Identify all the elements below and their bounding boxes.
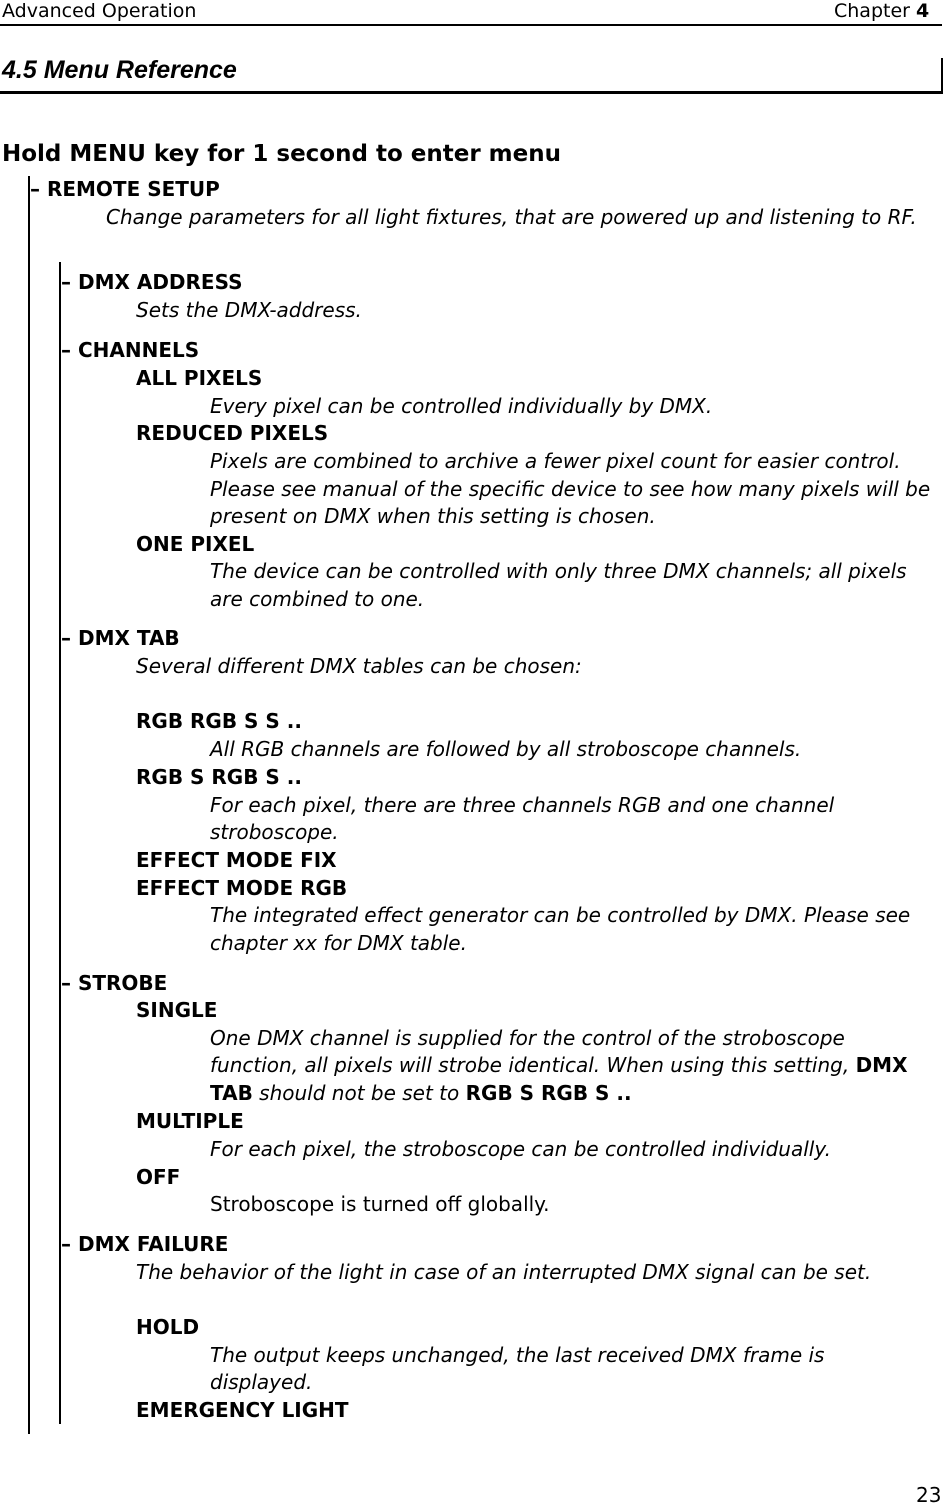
single-desc-line2-text: function, all pixels will strobe identical. When using this setting,: [210, 1053, 850, 1077]
running-header-chapter: [834, 0, 929, 22]
option-rgb-rgb-s-s: RGB RGB S S ..: [136, 709, 302, 733]
option-one-pixel: ONE PIXEL: [136, 532, 255, 556]
rgb-rgb-s-s-desc: All RGB channels are followed by all stroboscope channels.: [210, 737, 802, 761]
single-desc-line2: [210, 1053, 908, 1077]
header-rule: [0, 24, 942, 26]
single-desc-rgbs-bold: RGB S RGB S ..: [465, 1081, 632, 1105]
hold-desc-line1: The output keeps unchanged, the last received DMX frame is: [210, 1343, 825, 1367]
menu-item-channels: – CHANNELS: [61, 338, 200, 362]
single-desc-line3-text: should not be set to: [259, 1081, 460, 1105]
option-multiple: MULTIPLE: [136, 1109, 244, 1133]
option-rgb-s-rgb-s: RGB S RGB S ..: [136, 765, 302, 789]
menu-intro: Hold MENU key for 1 second to enter menu: [2, 141, 561, 167]
menu-item-dmx-failure: – DMX FAILURE: [61, 1232, 229, 1256]
chapter-label: Chapter: [834, 0, 910, 22]
menu-item-strobe: – STROBE: [61, 971, 168, 995]
chapter-number: 4: [916, 0, 930, 22]
rgb-s-rgb-s-desc-line2: stroboscope.: [210, 820, 339, 844]
reduced-pixels-desc-line1: Pixels are combined to archive a fewer pixel count for easier control.: [210, 449, 901, 473]
section-title-underline: [0, 91, 943, 94]
option-single: SINGLE: [136, 998, 218, 1022]
hold-desc-line2: displayed.: [210, 1370, 313, 1394]
option-effect-mode-rgb: EFFECT MODE RGB: [136, 876, 348, 900]
single-desc-tab-bold: TAB: [210, 1081, 253, 1105]
option-hold: HOLD: [136, 1315, 200, 1339]
option-off: OFF: [136, 1165, 181, 1189]
dmx-failure-desc: The behavior of the light in case of an interrupted DMX signal can be set.: [136, 1260, 872, 1284]
effect-mode-rgb-desc-line2: chapter xx for DMX table.: [210, 931, 467, 955]
tree-line-root: [28, 176, 30, 1434]
menu-item-dmx-tab: – DMX TAB: [61, 626, 180, 650]
single-desc-line3: [210, 1081, 632, 1105]
effect-mode-rgb-desc-line1: The integrated effect generator can be controlled by DMX. Please see: [210, 903, 911, 927]
option-all-pixels: ALL PIXELS: [136, 366, 263, 390]
multiple-desc: For each pixel, the stroboscope can be controlled individually.: [210, 1137, 831, 1161]
section-title-right-border: [941, 58, 943, 93]
one-pixel-desc-line2: are combined to one.: [210, 587, 425, 611]
single-desc-dmx-bold: DMX: [855, 1053, 908, 1077]
rgb-s-rgb-s-desc-line1: For each pixel, there are three channels RGB and one channel: [210, 793, 835, 817]
menu-item-remote-setup: – REMOTE SETUP: [30, 177, 220, 201]
option-effect-mode-fix: EFFECT MODE FIX: [136, 848, 337, 872]
all-pixels-desc: Every pixel can be controlled individually by DMX.: [210, 394, 713, 418]
off-desc: Stroboscope is turned off globally.: [210, 1192, 550, 1216]
option-emergency-light: EMERGENCY LIGHT: [136, 1398, 349, 1422]
running-header-left: Advanced Operation: [2, 0, 197, 22]
option-reduced-pixels: REDUCED PIXELS: [136, 421, 329, 445]
reduced-pixels-desc-line3: present on DMX when this setting is chosen.: [210, 504, 656, 528]
menu-item-dmx-address: – DMX ADDRESS: [61, 270, 243, 294]
single-desc-line1: One DMX channel is supplied for the control of the stroboscope: [210, 1026, 845, 1050]
page-number: 23: [916, 1483, 942, 1507]
section-title: 4.5 Menu Reference: [2, 56, 237, 84]
reduced-pixels-desc-line2: Please see manual of the specific device to see how many pixels will be: [210, 477, 931, 501]
one-pixel-desc-line1: The device can be controlled with only three DMX channels; all pixels: [210, 559, 907, 583]
dmx-tab-desc: Several different DMX tables can be chosen:: [136, 654, 582, 678]
remote-setup-desc: Change parameters for all light fixtures, that are powered up and listening to RF.: [106, 205, 917, 229]
dmx-address-desc: Sets the DMX-address.: [136, 298, 362, 322]
